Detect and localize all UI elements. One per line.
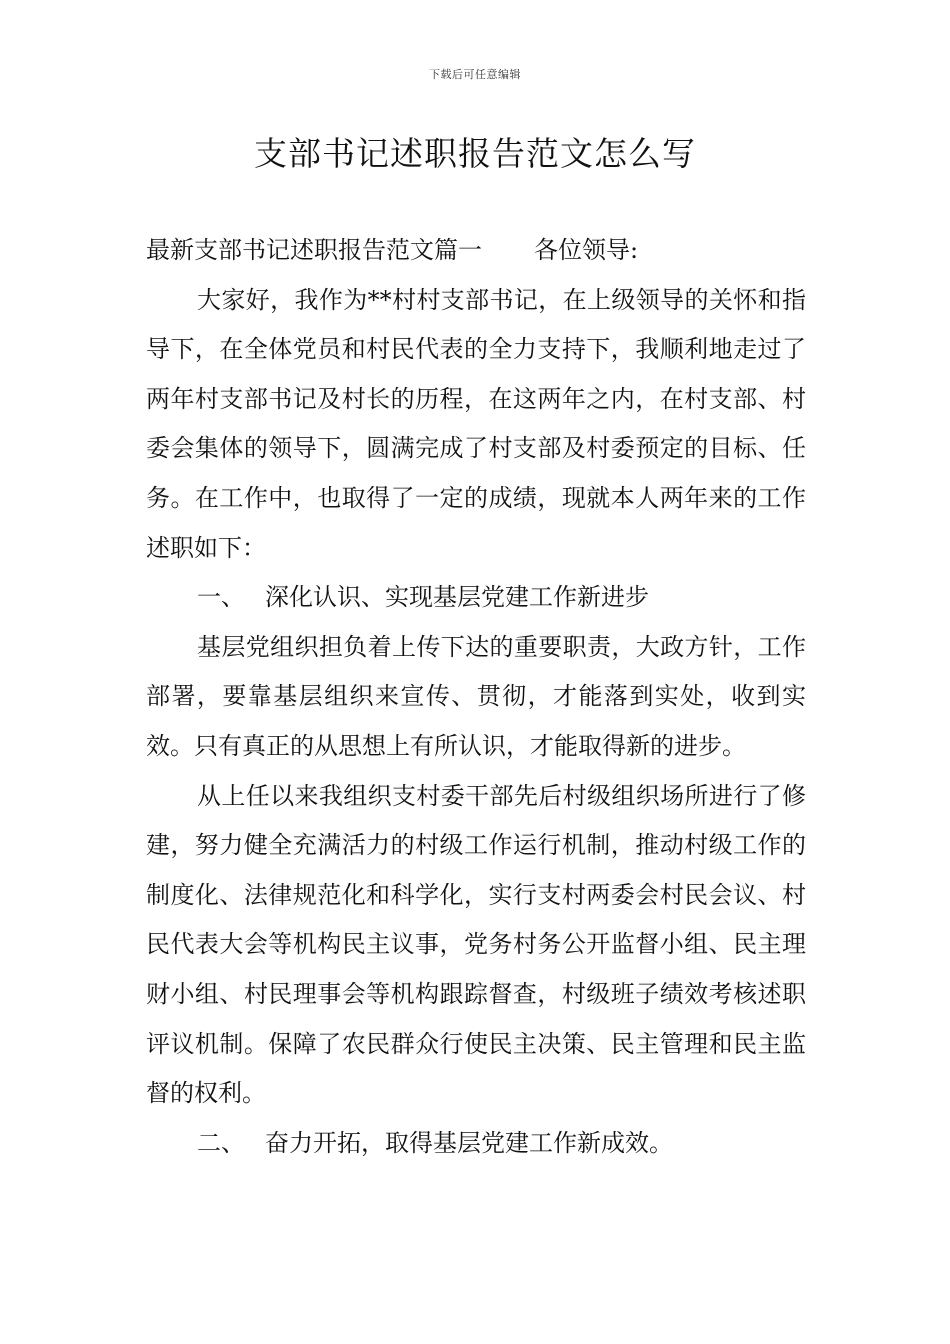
intro-heading: 最新支部书记述职报告范文篇一 [146,236,482,264]
section-heading [146,573,806,623]
section-number: 二、 [197,1128,245,1157]
document-body [146,226,806,1168]
section-title: 奋力开拓，取得基层党建工作新成效。 [265,1128,673,1157]
intro-line [146,226,806,276]
paragraph: 从上任以来我组织支村委干部先后村级组织场所进行了修建，努力健全充满活力的村级工作运行机制，推动村级工作的制度化、法律规范化和科学化，实行支村两委会村民会议、村民代表大会等机构民主议事，党务村务公开监督小组、民主理财小组、村民理事会等机构跟踪督查，村级班子绩效考核述职评议机制。保障了农民群众行使民主决策、民主管理和民主监督的权利。 [146,781,806,1108]
page-title: 支部书记述职报告范文怎么写 [254,134,696,173]
paragraph: 大家好，我作为**村村支部书记，在上级领导的关怀和指导下，在全体党员和村民代表的全力支持下，我顺利地走过了两年村支部书记及村长的历程，在这两年之内，在村支部、村委会集体的领导下，圆满完成了村支部及村委预定的目标、任务。在工作中，也取得了一定的成绩，现就本人两年来的工作述职如下： [146,285,806,562]
header-note: 下载后可任意编辑 [429,68,521,81]
salutation: 各位领导: [534,236,639,264]
section-title: 深化认识、实现基层党建工作新进步 [265,583,649,612]
section-heading [146,1119,806,1169]
paragraph: 基层党组织担负着上传下达的重要职责，大政方针，工作部署，要靠基层组织来宣传、贯彻，才能落到实处，收到实效。只有真正的从思想上有所认识，才能取得新的进步。 [146,632,806,760]
section-number: 一、 [197,583,245,612]
